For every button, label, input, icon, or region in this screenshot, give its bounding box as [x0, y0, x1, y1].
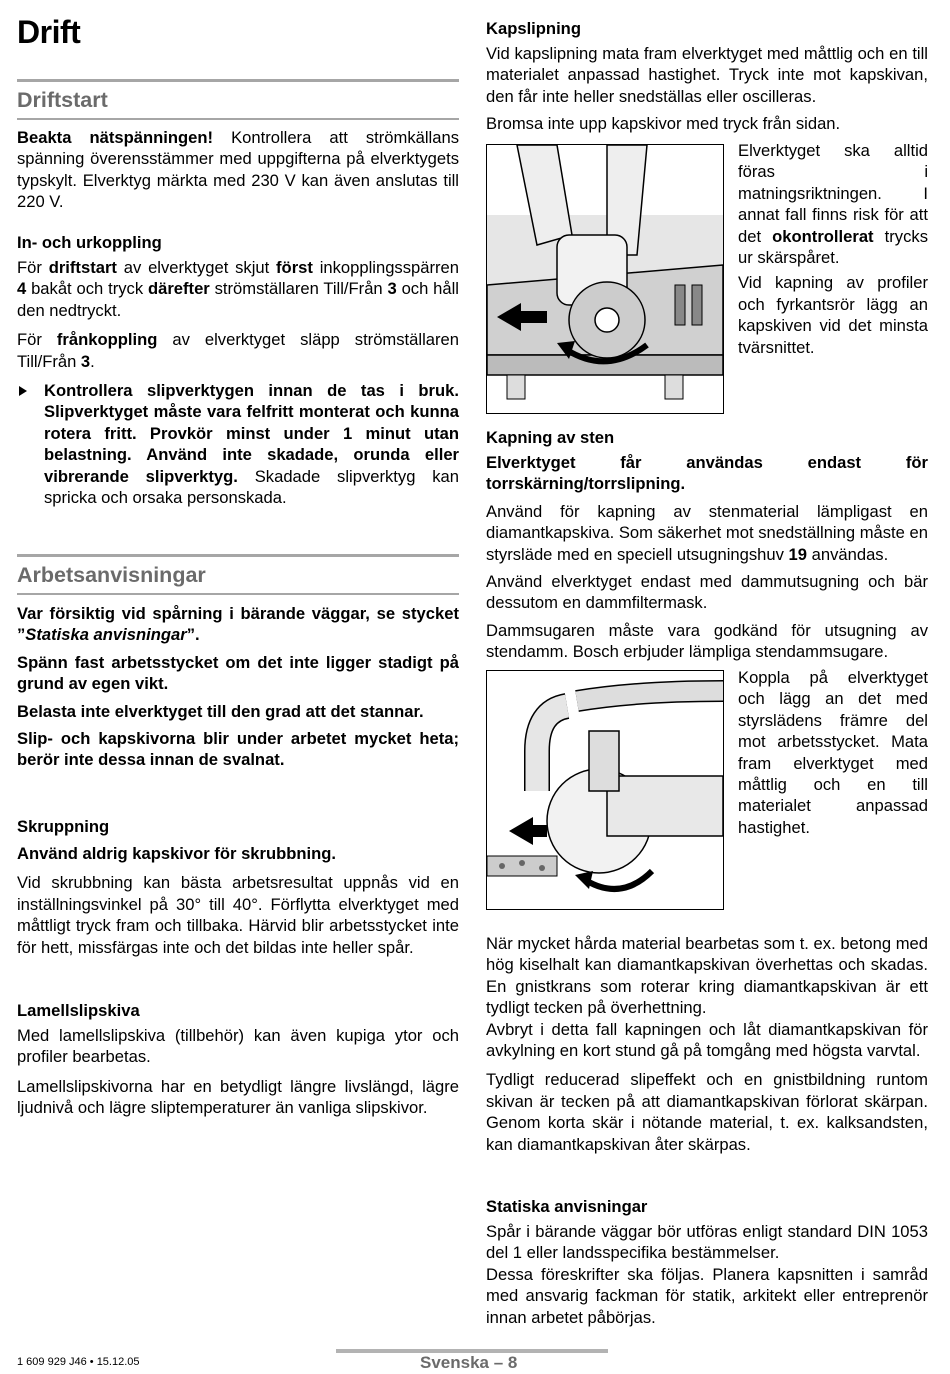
section-heading-arbetsanvisningar: Arbetsanvisningar	[17, 554, 459, 595]
cutting-illustration	[486, 144, 724, 414]
rough-section: Skruppning Använd aldrig kapskivor för skrubbning. Vid skrubbning kan bästa arbetsresultat uppnås vid en inställningsvinkel på 30° till 40°. Förflytta elverktyget med måttligt tryck fram och tillbaka. Härvid blir arbetsstycket inte för hett, missfärgas inte och det bildas inte heller spår.	[17, 817, 459, 957]
cut-section: Kapslipning Vid kapslipning mata fram elverktyget med måttlig och en till materialet anpassad hastighet. Tryck inte mot kapskivan, den får inte heller snedställas eller oscilleras. Bromsa inte upp kapskivor med tryck från sidan.	[486, 19, 928, 134]
voltage-paragraph: Beakta nätspänningen! Kontrollera att strömkällans spänning överensstämmer med uppgifterna på elverktygets typskylt. Elverktyg märkta med 230 V kan även anslutas till 220 V.	[17, 128, 459, 212]
stone-cutting-illustration	[486, 670, 724, 910]
work-warnings: Var försiktig vid spårning i bärande väggar, se stycket ”Statiska anvisningar”. Spänn fast arbetsstycket om det inte ligger stadigt på grund av egen vikt. Belasta inte elverktyget till den grad att det stannar. Slip- och kapskivorna blir under arbetet mycket heta; berör inte dessa innan de svalnat.	[17, 604, 459, 770]
footer-page-number: Svenska – 8	[420, 1353, 518, 1372]
cutting-drawing	[487, 145, 723, 413]
check-bullet: Kontrollera slipverktygen innan de tas i bruk. Slipverktyget måste vara felfritt monterat och kunna rotera fritt. Provkör minst under 1 minut utan belastning. Använd inte skadade, orunda eller vibrerande slipverktyg. Skadade slipverktyg kan spricka och orsaka personskada.	[17, 380, 459, 508]
cutting-side-text: Elverktyget ska alltid föras i matningsriktningen. I annat fall finns risk för att det okontrollerat trycks ur skärspåret. Vid kapning av profiler och fyrkantsrör lägg an kapskiven vid det minsta tvärsnittet.	[738, 141, 928, 357]
stop-paragraph: För frånkoppling av elverktyget släpp strömställaren Till/Från 3.	[17, 330, 459, 371]
page-title: Drift	[17, 14, 81, 50]
stone-cutting-drawing	[487, 671, 723, 909]
bullet-triangle-icon	[19, 386, 27, 396]
switch-section	[17, 232, 459, 514]
switch-heading: In- och urkoppling	[17, 233, 162, 252]
hard-material-section: När mycket hårda material bearbetas som t. ex. betong med hög kiselhalt kan diamantkapskivan överhettas och skadas. En gnistkrans som roterar kring diamantkapskivan är ett tydligt tecken på överhettning. Avbryt i detta fall kapningen och låt diamantkapskivan för avkylning en kort stund gå på tomgång med högsta varvtal. Tydligt reducerad slipeffekt och en gnistbildning runtom skivan är tecken på att diamantkapskivan förlorat skärpan. Genom korta skär i nötande material, t. ex. kalksandsten, kan diamantkapskivan åter skärpas.	[486, 934, 928, 1154]
footer-code: 1 609 929 J46 • 15.12.05	[17, 1356, 140, 1368]
start-paragraph: För driftstart av elverktyget skjut först inkopplingsspärren 4 bakåt och tryck därefter strömställaren Till/Från 3 och håll den nedtryckt.	[17, 258, 459, 320]
flap-section: Lamellslipskiva Med lamellslipskiva (tillbehör) kan även kupiga ytor och profiler bearbetas. Lamellslipskivorna har en betydligt längre livslängd, lägre ljudnivå och lägre sliptemperaturer än vanliga slipskivor.	[17, 1001, 459, 1118]
stone-section: Kapning av sten Elverktyget får användas endast för torrskärning/torrslipning. Använd för kapning av stenmaterial lämpligast en diamantkapskiva. Som säkerhet mot snedställning måste en styrsläde med en speciell utsugningshuv 19 användas. Använd elverktyget endast med dammutsugning och bär dessutom en dammfiltermask. Dammsugaren måste vara godkänd för utsugning av stendamm. Bosch erbjuder lämpliga stendammsugare.	[486, 428, 928, 662]
static-section: Statiska anvisningar Spår i bärande väggar bör utföras enligt standard DIN 1053 del 1 eller landsspecifika bestämmelser. Dessa föreskrifter ska följas. Planera kapsnitten i samråd med ansvarig fackman för statik, arkitekt eller entreprenör innan arbetet påbörjas.	[486, 1197, 928, 1327]
stone-side-text: Koppla på elverktyget och lägg an det med styrslädens främre del mot arbetsstycket. Mata fram elverktyget med måttlig och en till materialet anpassad hastighet.	[738, 668, 928, 837]
section-heading-driftstart: Driftstart	[17, 79, 459, 120]
